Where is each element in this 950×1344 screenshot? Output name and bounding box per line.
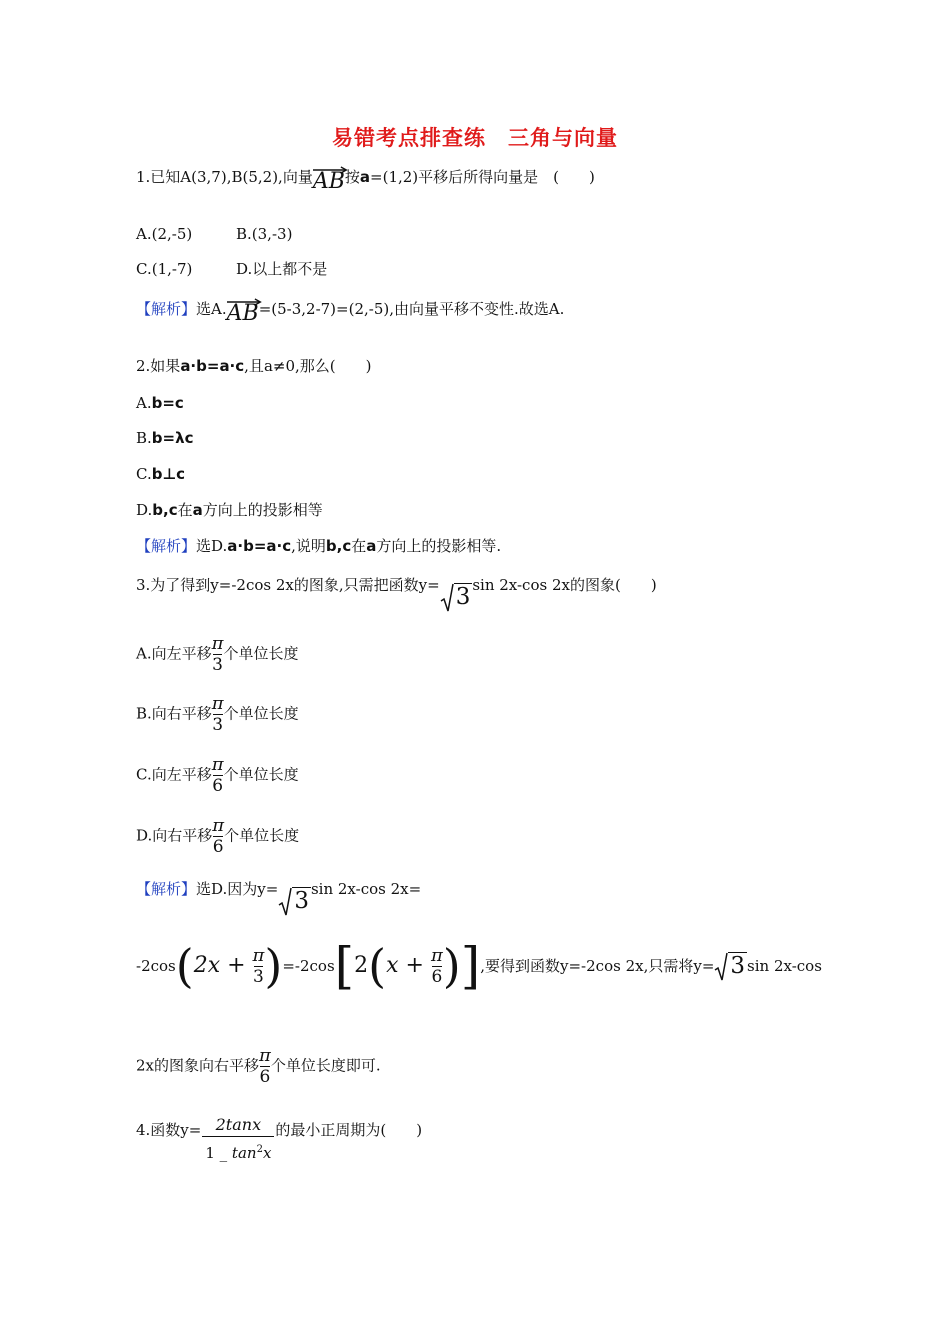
q4-stem [136,1114,422,1166]
fraction-denominator: 3 [212,655,223,675]
q2-solution-formula: a·b=a·c [227,537,292,555]
q2-option-c [136,464,185,484]
option-letter: A. [136,394,152,412]
q3-stem-text-2: sin 2x-cos 2x的图象( ) [472,576,657,594]
option-text: D.向右平移 [136,826,213,845]
q3-stem-text: 3.为了得到y=-2cos 2x的图象,只需把函数y= [136,576,440,594]
fraction-numerator: π [430,944,443,966]
option-text: 个单位长度 [223,644,299,663]
q1-option-a: A.(2,-5) [136,225,193,243]
fraction [212,755,224,796]
q2-solution-text: 选D. [196,537,228,555]
bracket-right: ] [460,937,481,995]
option-formula: b⊥c [151,465,186,483]
math-expression: 2x + [193,953,253,978]
radical-sign-icon [440,583,454,613]
q2-solution-formula-3: a [366,537,377,555]
q4-stem-text: 4.函数y= [136,1121,202,1139]
option-text: B.向右平移 [136,704,212,723]
q3-option-d [136,816,299,857]
paren-right: ) [442,939,461,993]
option-formula: b=c [151,394,184,412]
math-expression: 2 [354,953,369,978]
fraction-denominator: 3 [253,966,264,987]
q3-option-c [136,755,299,796]
q1-option-d: D.以上都不是 [236,260,328,278]
q1-solution [136,298,564,324]
q2-stem-formula: a·b=a·c [180,357,245,375]
q3-solution-text-3: -2cos [136,957,176,975]
denominator-exponent: 2 [256,1144,263,1155]
solution-tag: 【解析】 [136,880,197,898]
q3-solution-text-6: sin 2x-cos [747,957,822,975]
denominator-operator: _ [219,1144,228,1162]
fraction-numerator: π [211,754,224,775]
fraction-numerator: π [212,815,225,836]
fraction-numerator: π [211,693,224,714]
option-letter: B. [136,429,152,447]
q2-option-a [136,393,184,413]
paren-right: ) [264,939,283,993]
q1-stem-text: 1.已知A(3,7),B(5,2),向量 [136,168,313,186]
option-letter: C. [136,465,152,483]
q3-solution-text-5: ,要得到函数y=-2cos 2x,只需将y= [480,957,715,975]
fraction-denominator: 6 [431,966,443,987]
q1-stem [136,166,595,192]
q1-vector-label: AB [312,169,345,194]
q2-solution-text-3: 在 [351,537,367,555]
fraction [253,946,265,987]
q3-stem [136,575,657,613]
denominator-term: tan [231,1144,257,1162]
q3-solution-text-2: sin 2x-cos 2x= [310,880,422,898]
q2-stem [136,356,371,376]
option-text: 个单位长度 [223,704,299,723]
option-text: 方向上的投影相等 [202,501,323,519]
bracket-left: [ [334,937,355,995]
q1-solution-vector-ab [227,298,259,324]
fraction-numerator: π [211,633,224,654]
fraction-denominator: 3 [212,715,224,735]
q3-solution-text-4: =-2cos [282,957,335,975]
q2-option-d [136,500,323,520]
q2-stem-text: 2.如果 [136,357,181,375]
fraction-denominator: 6 [259,1067,271,1087]
q2-solution-text-4: 方向上的投影相等. [376,537,502,555]
fraction-denominator: 6 [212,776,224,796]
option-formula: b,c [152,501,178,519]
fraction-numerator: 2tanx [215,1115,262,1134]
vector-arrow-icon [227,298,263,306]
fraction [212,634,224,675]
denominator-term: x [262,1144,272,1162]
q3-solution-line-3 [136,1046,381,1087]
q3-solution-line-2 [136,937,822,996]
option-text: A.向左平移 [136,644,212,663]
fraction-numerator: π [259,1045,271,1066]
option-text: C.向左平移 [136,765,212,784]
q2-stem-text-3: a≠0,那么( ) [263,357,372,375]
q1-option-c: C.(1,-7) [136,260,193,278]
fraction-denominator [201,1137,275,1166]
q3-solution [136,879,421,917]
q1-vector-a: a [359,168,371,186]
option-letter: D. [136,501,153,519]
q3-option-a [136,634,298,675]
sqrt-expression [714,941,747,991]
solution-tag: 【解析】 [136,300,197,318]
page-title: 易错考点排查练 三角与向量 [332,126,618,150]
sqrt-expression [278,887,311,917]
option-formula: b=λc [151,429,194,447]
q1-vector-ab [313,166,345,192]
q2-stem-text-2: ,且 [244,357,264,375]
q3-solution-text: 选D.因为y= [196,880,279,898]
fraction-denominator: 6 [212,837,224,857]
fraction [212,816,224,857]
option-text: 个单位长度 [224,826,300,845]
paren-left: ( [175,939,194,993]
solution-tag: 【解析】 [136,537,197,555]
q1-option-b: B.(3,-3) [236,225,293,243]
fraction [201,1114,275,1166]
fraction [212,694,224,735]
vector-arrow-icon [313,166,349,174]
q2-solution-text-2: ,说明 [291,537,326,555]
q1-solution-text: 选A. [196,300,227,318]
q4-stem-text-2: 的最小正周期为( ) [275,1121,423,1139]
sqrt-radicand: 3 [294,888,309,914]
q1-stem-text-3: =(1,2)平移后所得向量是 ( ) [370,168,595,186]
sqrt-radicand: 3 [730,953,746,979]
sqrt-radicand: 3 [455,584,471,610]
q3-solution-text-7: 2x的图象向右平移 [136,1056,260,1075]
fraction-numerator: π [252,944,265,966]
q3-solution-text-8: 个单位长度即可. [270,1056,381,1075]
q2-solution-formula-2: b,c [325,537,352,555]
radical-sign-icon [278,887,292,917]
q1-stem-text-2: 按 [344,168,360,186]
option-text: 个单位长度 [223,765,299,784]
q2-solution [136,536,501,556]
math-expression: x + [386,953,431,978]
q1-solution-vector-label: AB [226,301,259,326]
radical-sign-icon [714,952,728,982]
q1-solution-text-2: =(5-3,2-7)=(2,-5),由向量平移不变性.故选A. [258,300,565,318]
denominator-term: 1 [205,1144,215,1162]
option-formula: a [192,501,203,519]
q3-option-b [136,694,299,735]
option-text: 在 [177,501,193,519]
fraction [259,1046,271,1087]
fraction [431,946,443,987]
q2-option-b [136,428,194,448]
paren-left: ( [368,939,387,993]
sqrt-expression [440,583,473,613]
